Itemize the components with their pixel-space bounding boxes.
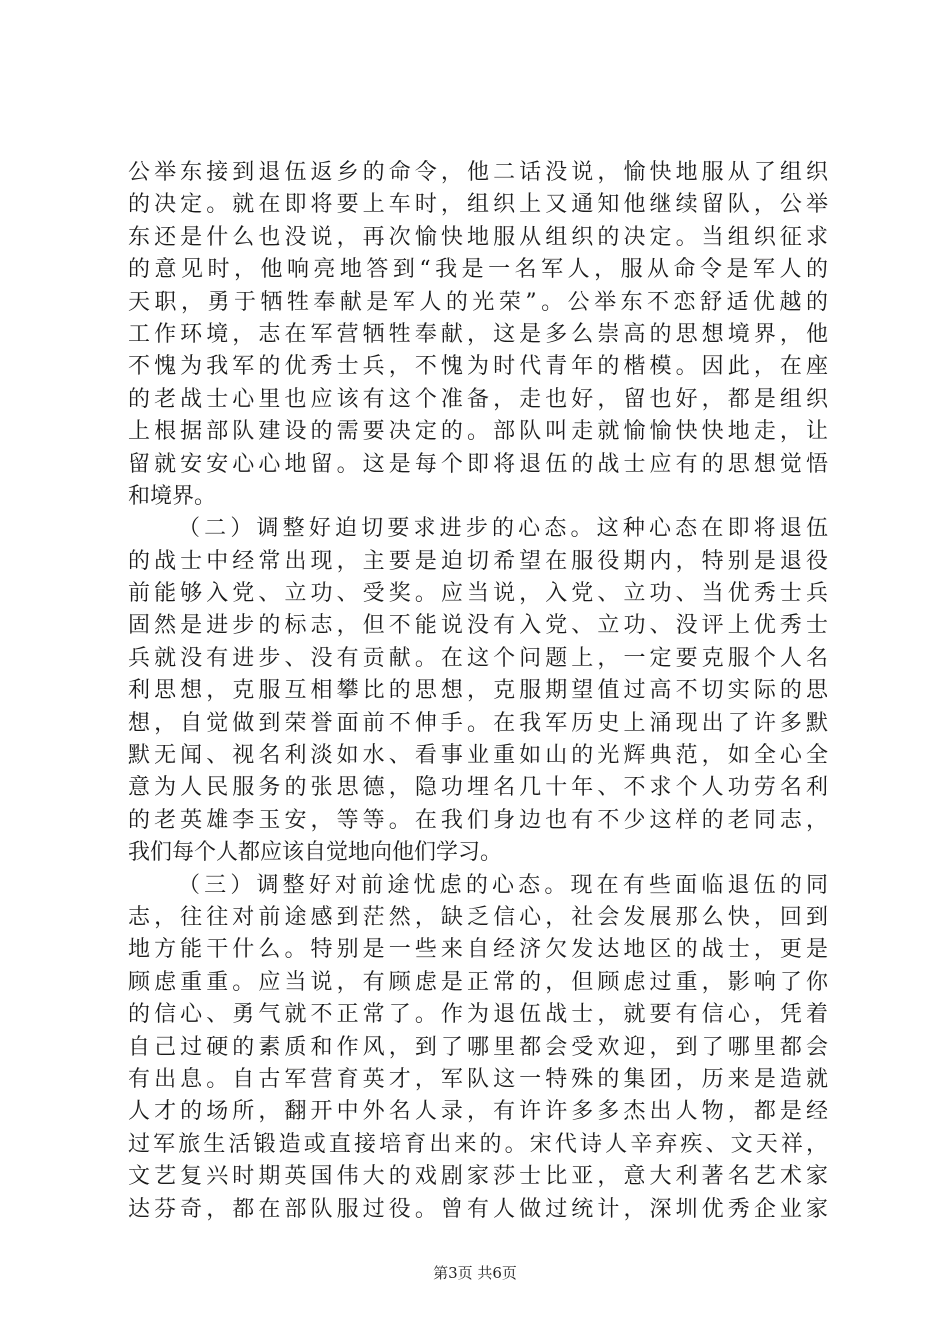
text-line: 的老英雄李玉安，等等。在我们身边也有不少这样的老同志， bbox=[128, 807, 828, 833]
text-line: 的意见时，他响亮地答到“我是一名军人，服从命令是军人的 bbox=[128, 257, 828, 283]
text-line: 想，自觉做到荣誉面前不伸手。在我军历史上涌现出了许多默 bbox=[128, 710, 828, 736]
text-line: 的战士中经常出现，主要是迫切希望在服役期内，特别是退役 bbox=[128, 548, 828, 574]
text-line: 的决定。就在即将要上车时，组织上又通知他继续留队，公举 bbox=[128, 192, 828, 218]
paragraph-start-line: （三）调整好对前途忧虑的心态。现在有些面临退伍的同 bbox=[178, 872, 828, 898]
text-line: 工作环境，志在军营牺牲奉献，这是多么崇高的思想境界，他 bbox=[128, 321, 828, 347]
text-line: 留就安安心心地留。这是每个即将退伍的战士应有的思想觉悟 bbox=[128, 451, 828, 477]
text-line: 自己过硬的素质和作风，到了哪里都会受欢迎，到了哪里都会 bbox=[128, 1034, 828, 1060]
text-line: 东还是什么也没说，再次愉快地服从组织的决定。当组织征求 bbox=[128, 224, 828, 250]
text-line: 上根据部队建设的需要决定的。部队叫走就愉愉快快地走，让 bbox=[128, 419, 828, 445]
text-line: 和境界。 bbox=[128, 483, 217, 509]
text-line: 我们每个人都应该自觉地向他们学习。 bbox=[128, 840, 503, 866]
text-line: 的信心、勇气就不正常了。作为退伍战士，就要有信心，凭着 bbox=[128, 1002, 828, 1028]
text-line: 文艺复兴时期英国伟大的戏剧家莎士比亚，意大利著名艺术家 bbox=[128, 1164, 828, 1190]
text-line: 过军旅生活锻造或直接培育出来的。宋代诗人辛弃疾、文天祥， bbox=[128, 1131, 828, 1157]
text-line: 公举东接到退伍返乡的命令，他二话没说，愉快地服从了组织 bbox=[128, 160, 828, 185]
text-line: 人才的场所，翻开中外名人录，有许许多多杰出人物，都是经 bbox=[128, 1099, 828, 1125]
text-line: 的老战士心里也应该有这个准备，走也好，留也好，都是组织 bbox=[128, 386, 828, 412]
text-line: 地方能干什么。特别是一些来自经济欠发达地区的战士，更是 bbox=[128, 937, 828, 963]
page-number-footer: 第3页 共6页 bbox=[433, 1264, 517, 1282]
text-line: 达芬奇，都在部队服过役。曾有人做过统计，深圳优秀企业家 bbox=[128, 1196, 828, 1222]
text-line: 前能够入党、立功、受奖。应当说，入党、立功、当优秀士兵 bbox=[128, 581, 828, 607]
text-line: 利思想，克服互相攀比的思想，克服期望值过高不切实际的思 bbox=[128, 678, 828, 704]
text-line: 天职，勇于牺牲奉献是军人的光荣”。公举东不恋舒适优越的 bbox=[128, 289, 828, 315]
text-line: 顾虑重重。应当说，有顾虑是正常的，但顾虑过重，影响了你 bbox=[128, 969, 828, 995]
text-line: 志，往往对前途感到茫然，缺乏信心，社会发展那么快，回到 bbox=[128, 904, 828, 930]
text-line: 不愧为我军的优秀士兵，不愧为时代青年的楷模。因此，在座 bbox=[128, 354, 828, 380]
paragraph-start-line: （二）调整好迫切要求进步的心态。这种心态在即将退伍 bbox=[178, 516, 828, 542]
text-line: 有出息。自古军营育英才，军队这一特殊的集团，历来是造就 bbox=[128, 1066, 828, 1092]
text-line: 固然是进步的标志，但不能说没有入党、立功、没评上优秀士 bbox=[128, 613, 828, 639]
text-line: 兵就没有进步、没有贡献。在这个问题上，一定要克服个人名 bbox=[128, 645, 828, 671]
text-line: 意为人民服务的张思德，隐功埋名几十年、不求个人功劳名利 bbox=[128, 775, 828, 801]
body-text bbox=[128, 157, 828, 1226]
text-line: 默无闻、视名利淡如水、看事业重如山的光辉典范，如全心全 bbox=[128, 743, 828, 769]
